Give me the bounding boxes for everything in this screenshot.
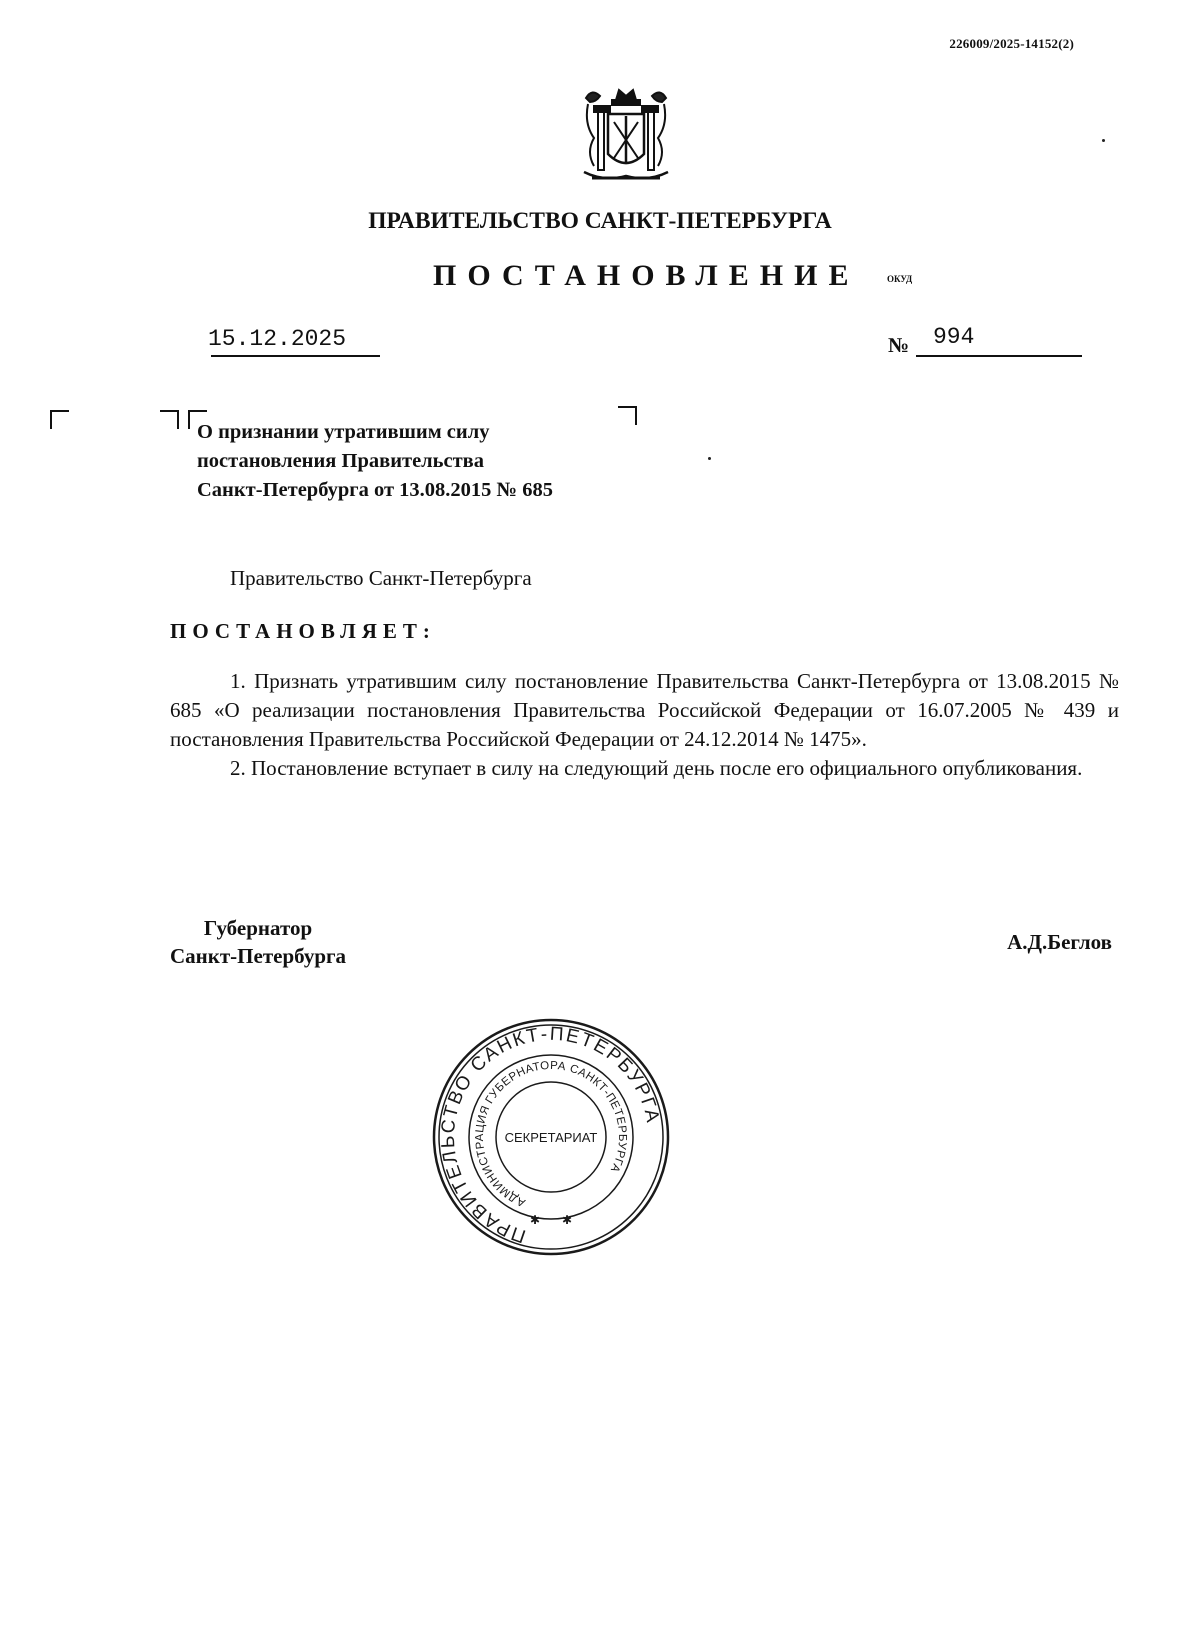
body-paragraph: 2. Постановление вступает в силу на следующий день после его официального опубликования. bbox=[230, 756, 1083, 780]
document-registration-number: 226009/2025-14152(2) bbox=[949, 36, 1074, 51]
subject-line: Санкт-Петербурга от 13.08.2015 № 685 bbox=[197, 479, 554, 501]
document-body bbox=[170, 667, 1119, 783]
corner-mark-mid-right bbox=[160, 410, 179, 429]
subject-line: постановления Правительства bbox=[197, 450, 484, 472]
subject-line: О признании утратившим силу bbox=[197, 421, 490, 443]
date-underline bbox=[211, 355, 380, 357]
decree-word: ПОСТАНОВЛЯЕТ: bbox=[170, 619, 436, 643]
signatory-name: А.Д.Беглов bbox=[1007, 930, 1112, 954]
body-paragraph: 1. Признать утратившим силу постановление Правительства Санкт-Петербурга от 13.08.2015 № 685 «О реализации постановления Правительства Российской Федерации от 16.07.2005 № 439 и постановления Правительства Российской Федерации от 24.12.2014 № 1475». bbox=[170, 669, 1119, 751]
document-number: 994 bbox=[933, 324, 975, 350]
signatory-role-line: Санкт-Петербурга bbox=[170, 944, 347, 968]
corner-mark-right bbox=[618, 406, 637, 425]
preamble: Правительство Санкт-Петербурга bbox=[230, 566, 532, 590]
coat-of-arms-emblem bbox=[578, 86, 674, 186]
official-seal bbox=[430, 1018, 672, 1256]
seal-inner-text: АДМИНИСТРАЦИЯ ГУБЕРНАТОРА САНКТ-ПЕТЕРБУРГА bbox=[474, 1059, 629, 1209]
document-date: 15.12.2025 bbox=[208, 326, 347, 352]
signatory-role-line: Губернатор bbox=[203, 916, 313, 940]
number-underline bbox=[916, 355, 1082, 357]
corner-mark-left bbox=[50, 410, 69, 429]
signatory-role bbox=[170, 914, 346, 970]
document-subject bbox=[197, 418, 553, 505]
seal-star-icon: ✱ bbox=[562, 1213, 573, 1227]
scan-artifact-dot bbox=[708, 457, 711, 460]
seal-outer-text: ПРАВИТЕЛЬСТВО САНКТ-ПЕТЕРБУРГА bbox=[437, 1023, 664, 1247]
okud-label: ОКУД bbox=[887, 274, 913, 284]
scan-artifact-dot bbox=[1102, 139, 1105, 142]
number-label: № bbox=[888, 333, 910, 357]
document-type-title: ПОСТАНОВЛЕНИЕ bbox=[433, 259, 860, 292]
seal-center-text: СЕКРЕТАРИАТ bbox=[504, 1130, 598, 1145]
seal-star-icon: ✱ bbox=[530, 1213, 541, 1227]
government-name: ПРАВИТЕЛЬСТВО САНКТ-ПЕТЕРБУРГА bbox=[368, 208, 832, 234]
